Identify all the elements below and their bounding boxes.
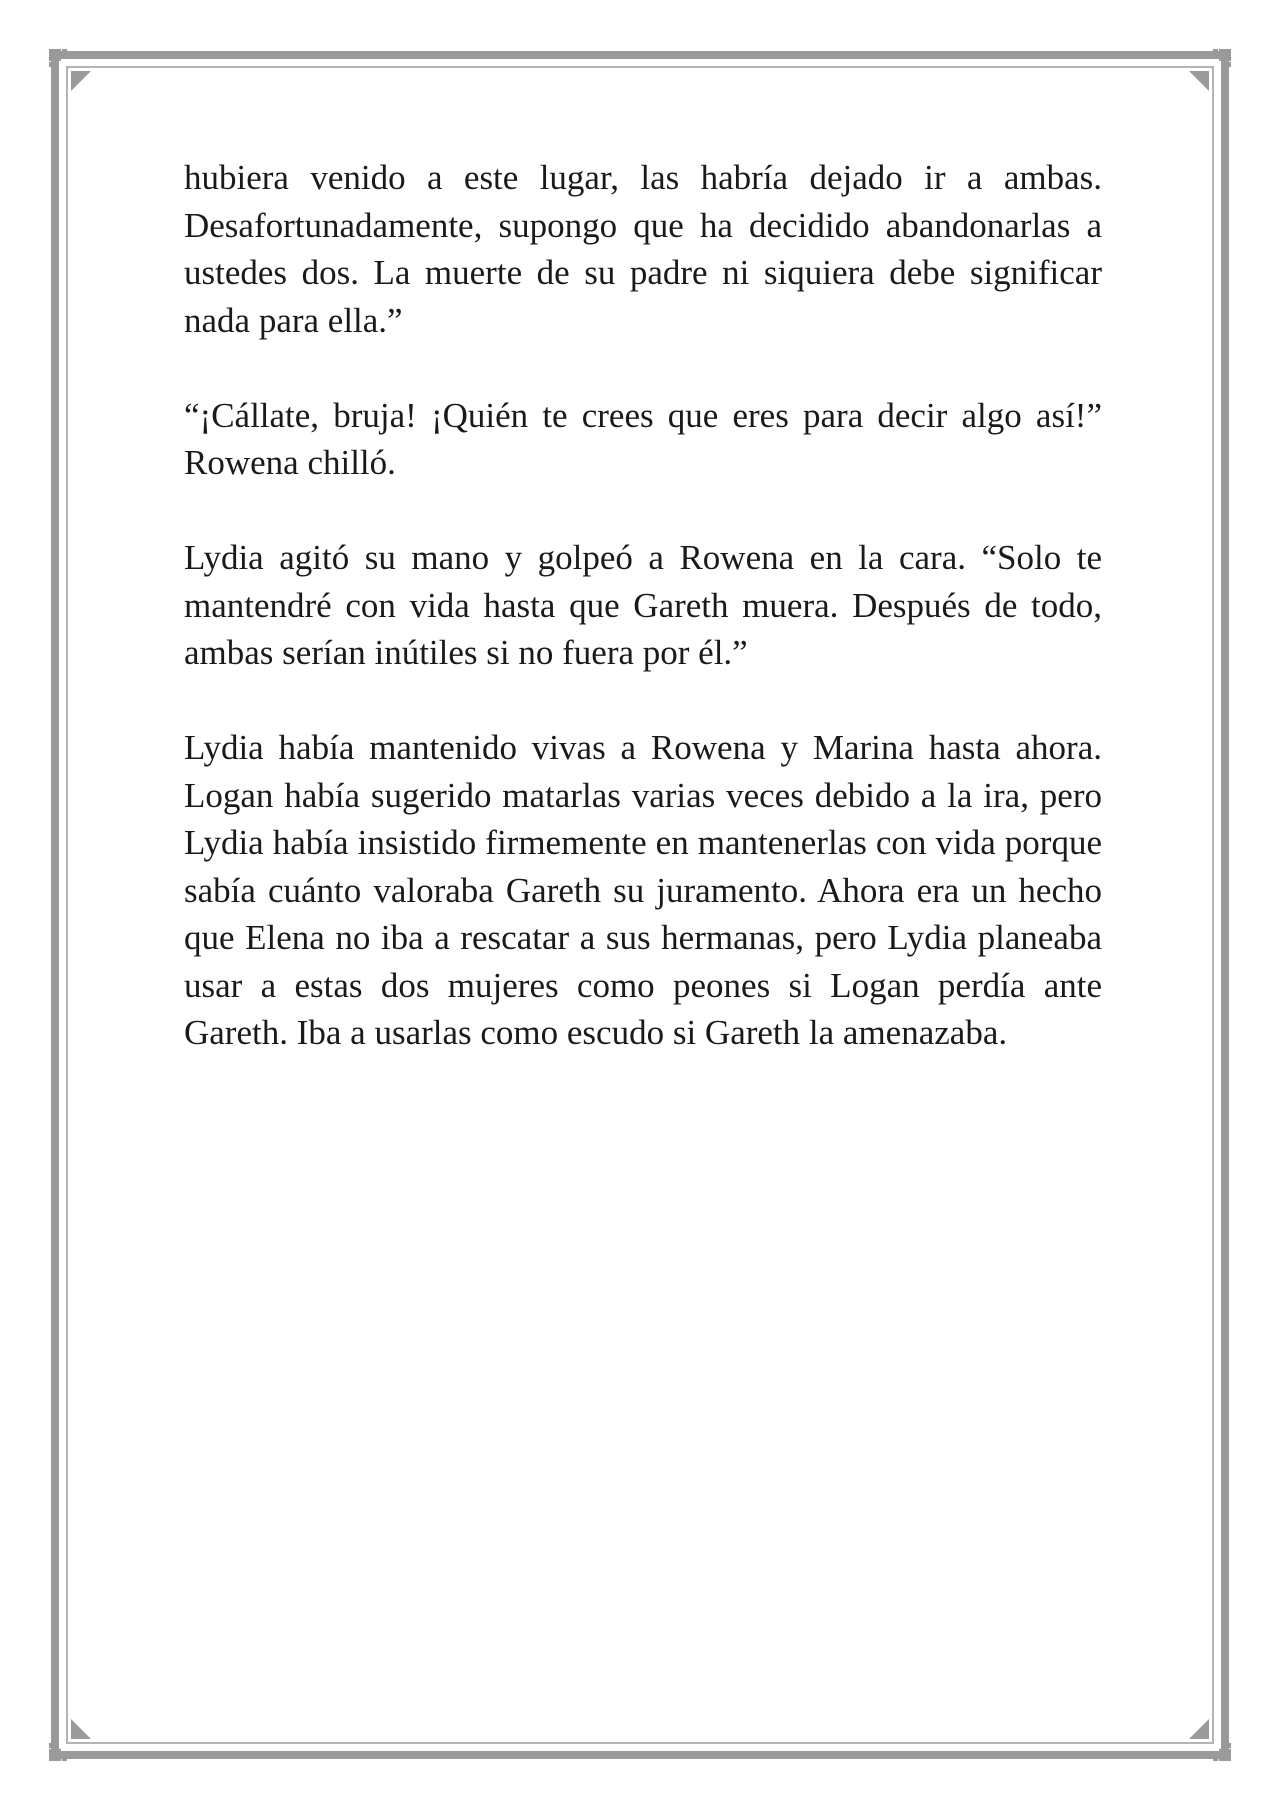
paragraph-1: hubiera venido a este lugar, las habría dejado ir a ambas. Desafortunadamente, supongo que ha decidido abandonarlas a ustedes dos. La muerte de su padre ni siquiera debe significar nada para ella.” (184, 158, 1102, 340)
document-body (184, 154, 1102, 1057)
paragraph-3: Lydia agitó su mano y golpeó a Rowena en la cara. “Solo te mantendré con vida hasta que Gareth muera. Después de todo, ambas serían inútiles si no fuera por él.” (184, 538, 1102, 672)
corner-ornament-bottom-left (49, 1719, 91, 1761)
paragraph-4: Lydia había mantenido vivas a Rowena y Marina hasta ahora. Logan había sugerido matarlas varias veces debido a la ira, pero Lydia había insistido firmemente en mantenerlas con vida porque sabía cuánto valoraba Gareth su juramento. Ahora era un hecho que Elena no iba a rescatar a sus hermanas, pero Lydia planeaba usar a estas dos mujeres como peones si Logan perdía ante Gareth. Iba a usarlas como escudo si Gareth la amenazaba. (184, 728, 1102, 1052)
corner-ornament-top-right (1189, 49, 1231, 91)
corner-ornament-bottom-right (1189, 1719, 1231, 1761)
corner-ornament-top-left (49, 49, 91, 91)
paragraph-2: “¡Cállate, bruja! ¡Quién te crees que eres para decir algo así!” Rowena chilló. (184, 395, 1102, 482)
